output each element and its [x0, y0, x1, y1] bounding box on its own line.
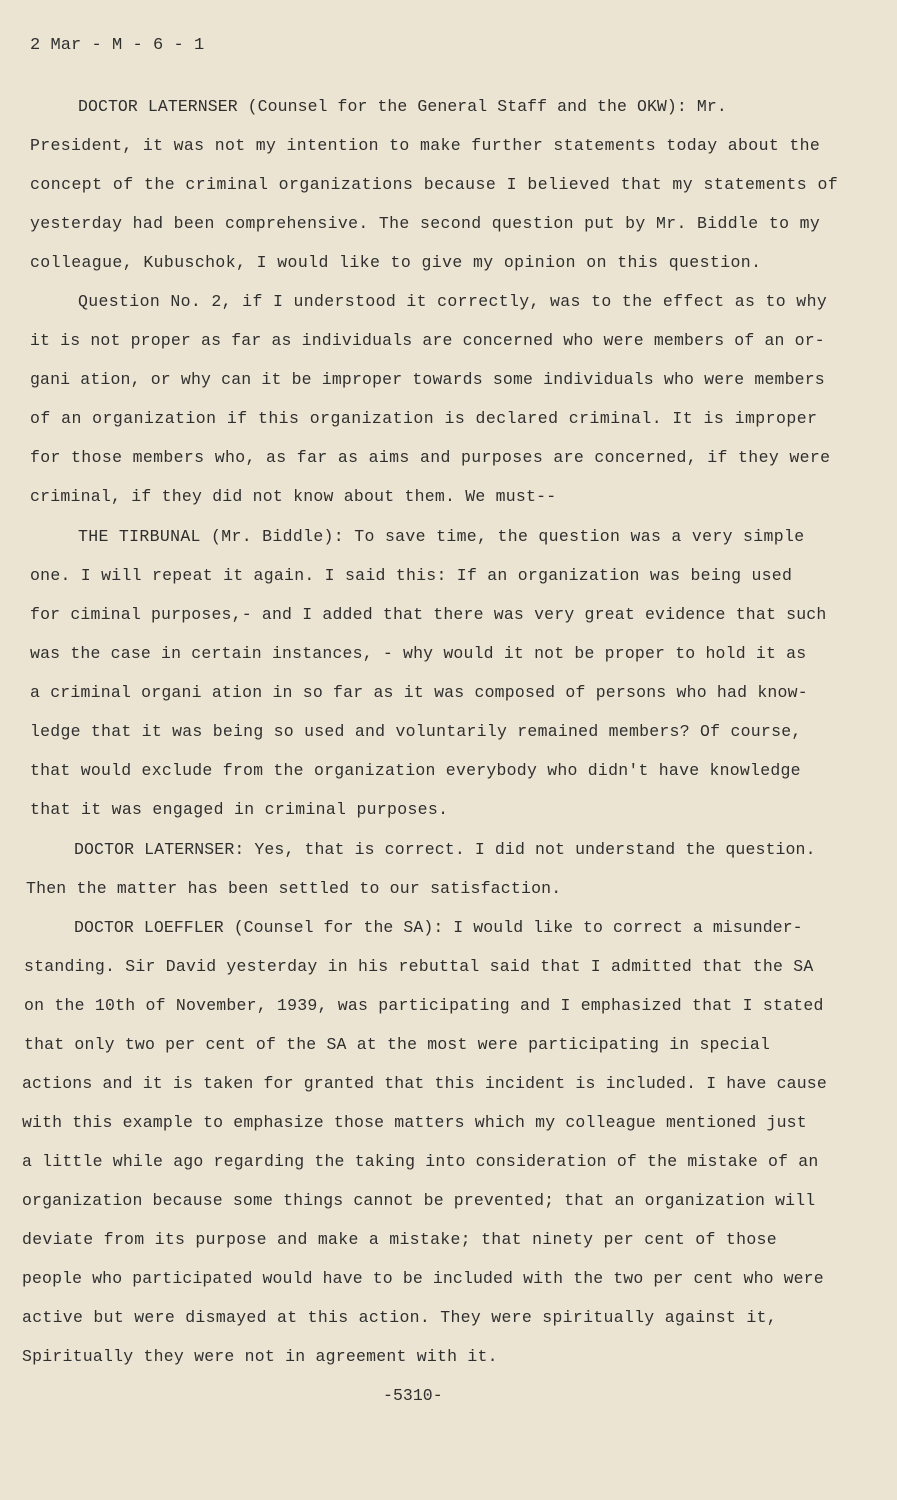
paragraph-line: deviate from its purpose and make a mistake; that ninety per cent of those — [22, 1230, 777, 1249]
paragraph-line: for those members who, as far as aims and purposes are concerned, if they were — [30, 448, 831, 467]
paragraph-line: organization because some things cannot be prevented; that an organization will — [22, 1191, 816, 1210]
paragraph-line: active but were dismayed at this action. They were spiritually against it, — [22, 1308, 777, 1327]
paragraph-line: that would exclude from the organization everybody who didn't have knowledge — [30, 761, 801, 780]
page-number: -5310- — [383, 1386, 443, 1405]
paragraph-line: concept of the criminal organizations because I believed that my statements of — [30, 175, 839, 194]
paragraph-line: for ciminal purposes,- and I added that there was very great evidence that such — [30, 605, 827, 624]
paragraph-line: yesterday had been comprehensive. The second question put by Mr. Biddle to my — [30, 214, 821, 233]
paragraph-line: Spiritually they were not in agreement with it. — [22, 1347, 498, 1366]
paragraph-line: on the 10th of November, 1939, was participating and I emphasized that I stated — [24, 996, 824, 1015]
paragraph-line: actions and it is taken for granted that this incident is included. I have cause — [22, 1074, 827, 1093]
paragraph-line: a little while ago regarding the taking into consideration of the mistake of an — [22, 1152, 819, 1171]
paragraph-line: criminal, if they did not know about them. We must-- — [30, 487, 557, 506]
paragraph-line: of an organization if this organization is declared criminal. It is improper — [30, 409, 818, 428]
paragraph-line: THE TIRBUNAL (Mr. Biddle): To save time, the question was a very simple — [78, 527, 805, 546]
paragraph-line: a criminal organi ation in so far as it was composed of persons who had know- — [30, 683, 808, 702]
paragraph-line: Question No. 2, if I understood it correctly, was to the effect as to why — [78, 292, 828, 311]
paragraph-line: colleague, Kubuschok, I would like to give my opinion on this question. — [30, 253, 762, 272]
paragraph-line: DOCTOR LATERNSER (Counsel for the General Staff and the OKW): Mr. — [78, 97, 727, 116]
paragraph-line: gani ation, or why can it be improper towards some individuals who were members — [30, 370, 825, 389]
paragraph-line: was the case in certain instances, - why would it not be proper to hold it as — [30, 644, 807, 663]
paragraph-line: that it was engaged in criminal purposes. — [30, 800, 449, 819]
paragraph-line: DOCTOR LATERNSER: Yes, that is correct. I did not understand the question. — [74, 840, 816, 859]
paragraph-line: standing. Sir David yesterday in his rebuttal said that I admitted that the SA — [24, 957, 814, 976]
paragraph-line: that only two per cent of the SA at the most were participating in special — [24, 1035, 771, 1054]
paragraph-line: ledge that it was being so used and voluntarily remained members? Of course, — [30, 722, 802, 741]
page-header: 2 Mar - M - 6 - 1 — [30, 36, 205, 55]
paragraph-line: DOCTOR LOEFFLER (Counsel for the SA): I would like to correct a misunder- — [74, 918, 803, 937]
paragraph-line: it is not proper as far as individuals are concerned who were members of an or- — [30, 331, 825, 350]
paragraph-line: President, it was not my intention to make further statements today about the — [30, 136, 821, 155]
paragraph-line: with this example to emphasize those matters which my colleague mentioned just — [22, 1113, 807, 1132]
paragraph-line: Then the matter has been settled to our satisfaction. — [26, 879, 562, 898]
paragraph-line: one. I will repeat it again. I said this: If an organization was being used — [30, 566, 793, 585]
paragraph-line: people who participated would have to be included with the two per cent who were — [22, 1269, 824, 1288]
